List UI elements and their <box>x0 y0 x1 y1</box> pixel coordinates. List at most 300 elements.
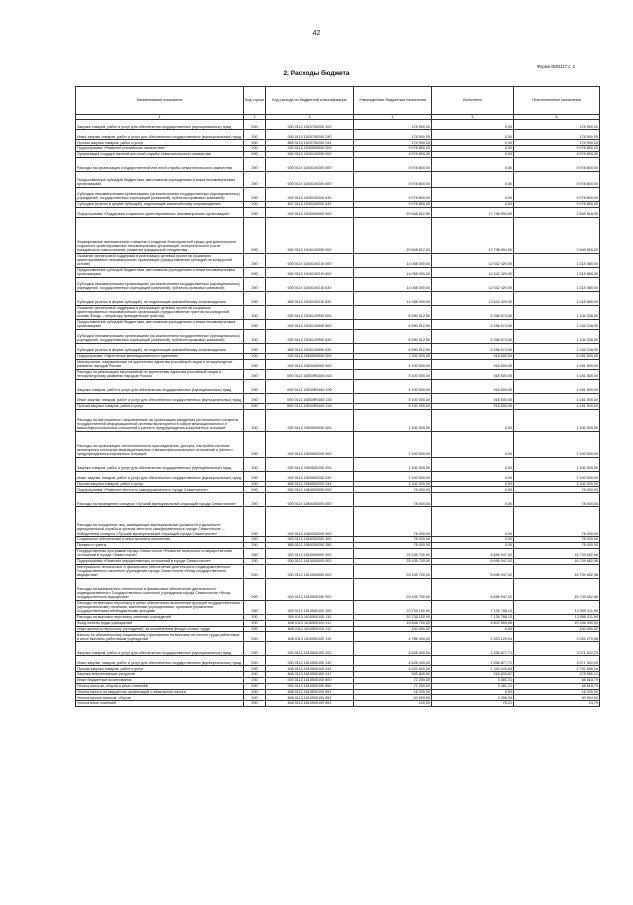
row-line-code: 200 <box>244 409 266 431</box>
table-row <box>76 267 600 277</box>
row-budget-code: 000 0113 1560300200 300 <box>266 537 354 543</box>
row-line-code: 200 <box>244 253 266 267</box>
row-approved: 14 058 000,00 <box>354 277 432 291</box>
row-name: Расходы на организацию технологического присоединения, доступа, настройки системы мониторинга состояния межнациональных и межконфессиональных отношений и раннего предупреждения конфликтных ситуаций <box>76 431 244 457</box>
row-remaining: 2 792 556,16 <box>514 666 600 672</box>
row-line-code: 200 <box>244 305 266 319</box>
table-row <box>76 130 600 140</box>
row-budget-code: 000 0113 1600000000 000 <box>266 548 354 558</box>
column-header: Неисполненные назначения <box>514 87 600 115</box>
row-budget-code: 000 0113 1550500200 240 <box>266 471 354 481</box>
row-remaining: 4 181 500,00 <box>514 369 600 379</box>
row-name: Прочая закупка товаров, работ и услуг <box>76 666 244 672</box>
row-approved: 78 000,00 <box>354 542 432 548</box>
row-executed: 7 135 788,10 <box>432 600 514 614</box>
table-row <box>76 319 600 329</box>
table-row <box>76 369 600 379</box>
row-remaining: 1 515 580,00 <box>514 267 600 277</box>
row-name: Формирование экономических стимулов и создание благоприятной среды для деятельности социально ориентированных некоммерческих организаций, поступательного роста гражданского самосознания, развития гражданской инициативы <box>76 217 244 253</box>
row-name: Государственная программа города Севастополя «Развитие земельных и имущественных отношений в городе Севастополе» <box>76 548 244 558</box>
table-row <box>76 379 600 393</box>
row-name: Взносы по обязательному социальному страхованию на выплаты по оплате труда работников и иные выплаты работникам учреждений <box>76 632 244 642</box>
row-line-code: 200 <box>244 353 266 359</box>
row-approved: 2 100 000,00 <box>354 431 432 457</box>
table-row <box>76 277 600 291</box>
row-executed: 5 256 574,50 <box>432 305 514 319</box>
row-budget-code: 000 0113 1610000000 000 <box>266 558 354 564</box>
row-budget-code: 000 0113 1610500100 200 <box>266 642 354 656</box>
row-line-code: 200 <box>244 558 266 564</box>
row-budget-code: 000 0113 1540100210 630 <box>266 277 354 291</box>
row-line-code: 200 <box>244 319 266 329</box>
row-line-code: 200 <box>244 507 266 537</box>
row-remaining: 3 253 270,96 <box>514 632 600 642</box>
row-executed: 0,00 <box>432 171 514 187</box>
row-approved: 78 000,00 <box>354 507 432 537</box>
row-executed: 0,00 <box>432 537 514 543</box>
row-remaining: 2 100 000,00 <box>514 409 600 431</box>
row-remaining: 1 334 338,00 <box>514 343 600 353</box>
row-approved: 178 900,00 <box>354 140 432 146</box>
row-approved: 6 590 912,50 <box>354 319 432 329</box>
row-budget-code: 000 0113 15504R5160 000 <box>266 369 354 379</box>
row-budget-code: 000 0113 1530100200 600 <box>266 171 354 187</box>
row-budget-code: 848 0113 1610500100 244 <box>266 666 354 672</box>
row-budget-code: 848 0113 1610500100 112 <box>266 626 354 632</box>
row-remaining: 78 000,00 <box>514 493 600 507</box>
row-approved: 72 200,00 <box>354 677 432 683</box>
row-line-code: 200 <box>244 620 266 626</box>
row-line-code: 200 <box>244 626 266 632</box>
row-name: Иные закупки товаров, работ и услуг для обеспечения государственных (муниципальных) нужд <box>76 471 244 481</box>
row-remaining: 78 000,00 <box>514 537 600 543</box>
row-budget-code: 000 0113 1520700200 200 <box>266 120 354 130</box>
row-remaining: 4 181 500,00 <box>514 403 600 409</box>
row-budget-code: 000 0113 1560300000 000 <box>266 493 354 507</box>
row-name: Прочая закупка товаров, работ и услуг <box>76 140 244 146</box>
table-row <box>76 217 600 253</box>
row-executed: 3 381,21 <box>432 683 514 689</box>
row-budget-code: 869 0113 1520700200 244 <box>266 140 354 146</box>
row-remaining: 2 849 918,00 <box>514 207 600 217</box>
row-name: Расходы на реализацию мероприятий по укреплению единства российской нации и этнокультурному развитию народов России <box>76 369 244 379</box>
row-executed: 8 696 047,02 <box>432 564 514 578</box>
row-budget-code: 000 0113 1550500000 000 <box>266 409 354 431</box>
row-executed: 1 556 877,71 <box>432 642 514 656</box>
row-budget-code: 000 0113 1610500100 240 <box>266 656 354 666</box>
column-header: Исполнено <box>432 87 514 115</box>
row-budget-code: 847 0113 1530100200 632 <box>266 201 354 207</box>
row-budget-code: 000 0113 1530100000 000 <box>266 151 354 157</box>
row-approved: 6 590 912,50 <box>354 329 432 343</box>
row-executed: 0,00 <box>432 120 514 130</box>
row-name: Уплата налогов, сборов и иных платежей <box>76 683 244 689</box>
row-executed: 3 381,21 <box>432 677 514 683</box>
row-budget-code: 000 0113 1550500200 000 <box>266 431 354 457</box>
row-executed: 0,00 <box>432 542 514 548</box>
row-name: Предоставление субсидий бюджетным, автономным учреждениям и иным некоммерческим организациям <box>76 171 244 187</box>
row-approved: 2 100 000,00 <box>354 457 432 471</box>
row-name: Мероприятия, направленные на укрепление единства российской нации и этнокультурное развитие народов России <box>76 359 244 369</box>
column-number: 5 <box>432 114 514 120</box>
row-name: Закупка энергетических ресурсов <box>76 672 244 678</box>
row-approved: 25 435 700,00 <box>354 548 432 558</box>
row-budget-code: 000 0113 15504R5160 200 <box>266 379 354 393</box>
row-name: Уплата иных платежей <box>76 701 244 707</box>
page-number: 42 <box>312 30 321 37</box>
table-row <box>76 343 600 353</box>
row-remaining: 10 246 040,94 <box>514 620 600 626</box>
row-approved: 6 590 912,50 <box>354 343 432 353</box>
row-remaining: 2 100 000,00 <box>514 481 600 487</box>
table-row <box>76 471 600 481</box>
row-budget-code: 000 0113 1530100200 000 <box>266 157 354 171</box>
column-header: Наименование показателя <box>76 87 244 115</box>
row-executed: 8 696 047,02 <box>432 548 514 558</box>
row-line-code: 200 <box>244 207 266 217</box>
row-remaining: 78 000,00 <box>514 507 600 537</box>
row-approved: 9 078 800,00 <box>354 146 432 152</box>
row-name: Расходы на выплаты персоналу казенных учреждений <box>76 614 244 620</box>
row-budget-code: 000 0113 1540120990 000 <box>266 305 354 319</box>
row-name: Субсидии (гранты в форме субсидий), подлежащие казначейскому сопровождению <box>76 201 244 207</box>
row-line-code: 200 <box>244 120 266 130</box>
row-line-code: 200 <box>244 578 266 600</box>
table-body <box>76 120 600 707</box>
row-remaining: 78 000,00 <box>514 542 600 548</box>
row-executed: 1 533 129,04 <box>432 632 514 642</box>
row-remaining: 1 515 580,00 <box>514 277 600 291</box>
row-budget-code: 848 0113 1610500100 852 <box>266 695 354 701</box>
row-approved: 14 058 000,00 <box>354 267 432 277</box>
row-line-code: 200 <box>244 471 266 481</box>
row-name: Прочая закупка товаров, работ и услуг <box>76 481 244 487</box>
row-line-code: 200 <box>244 130 266 140</box>
row-remaining: 1 515 580,00 <box>514 291 600 305</box>
table-row <box>76 457 600 471</box>
row-line-code: 200 <box>244 689 266 695</box>
row-approved: 4 032 600,00 <box>354 666 432 672</box>
row-name: Субсидии некоммерческим организациям (за исключением государственных (муниципальных) учреждений, государственных корпораций (компаний), публично-правовых компаний) <box>76 277 244 291</box>
row-executed: 918 500,00 <box>432 403 514 409</box>
row-budget-code: 000 0113 1530100200 630 <box>266 187 354 201</box>
row-approved: 78 000,00 <box>354 537 432 543</box>
row-line-code: 200 <box>244 695 266 701</box>
table-row <box>76 393 600 403</box>
row-name: Прочая закупка товаров, работ и услуг <box>76 403 244 409</box>
row-line-code: 200 <box>244 600 266 614</box>
row-approved: 100 000,00 <box>354 626 432 632</box>
row-line-code: 200 <box>244 291 266 305</box>
row-approved: 2 100 000,00 <box>354 471 432 481</box>
row-budget-code: 000 0113 1610500100 800 <box>266 677 354 683</box>
row-approved: 18 200,00 <box>354 689 432 695</box>
row-executed: 316 833,87 <box>432 672 514 678</box>
row-line-code: 200 <box>244 542 266 548</box>
row-name: Расходы на мероприятия, направленные на организацию внедрения регионального сегмента государственной информационной системы мониторинга в сфере межнациональных и межконфессиональных отношений и раннего предупреждения конфликтных ситуаций <box>76 409 244 431</box>
row-executed: 1 240 043,84 <box>432 666 514 672</box>
table-row <box>76 187 600 201</box>
row-approved: 178 900,00 <box>354 120 432 130</box>
row-remaining: 9 078 800,00 <box>514 187 600 201</box>
row-budget-code: 000 0113 1540100000 000 <box>266 217 354 253</box>
row-remaining: 13 599 311,90 <box>514 614 600 620</box>
table-row <box>76 632 600 642</box>
row-approved: 4 628 400,00 <box>354 642 432 656</box>
table-row <box>76 642 600 656</box>
row-approved: 9 078 800,00 <box>354 187 432 201</box>
row-remaining: 18 200,00 <box>514 689 600 695</box>
row-budget-code: 000 0113 1610500100 000 <box>266 578 354 600</box>
row-name: Оказание финансовой поддержки в реализации целевых проектов социально ориентированных некоммерческих организаций (предоставление субсидий на конкурсной основе) <box>76 253 244 267</box>
row-line-code: 200 <box>244 683 266 689</box>
row-budget-code: 000 0113 1540100210 600 <box>266 267 354 277</box>
row-budget-code: 000 0113 1550500200 200 <box>266 457 354 471</box>
table-row <box>76 329 600 343</box>
row-name: Иные выплаты персоналу учреждений, за исключением фонда оплаты труда <box>76 626 244 632</box>
row-budget-code: 000 0113 1540100210 000 <box>266 253 354 267</box>
column-number: 4 <box>354 114 432 120</box>
row-executed: 0,00 <box>432 146 514 152</box>
table-row <box>76 701 600 707</box>
row-line-code: 200 <box>244 151 266 157</box>
row-budget-code: 848 0113 1610500100 247 <box>266 672 354 678</box>
row-remaining: 50 594,00 <box>514 695 600 701</box>
row-executed: 0,00 <box>432 507 514 537</box>
row-name: Подпрограмма «Развитие российского казачества» <box>76 146 244 152</box>
column-number: 1 <box>76 114 244 120</box>
column-number: 6 <box>514 114 600 120</box>
row-budget-code: 865 0113 1540100210 633 <box>266 291 354 305</box>
row-executed: 0,00 <box>432 187 514 201</box>
row-remaining: 2 100 000,00 <box>514 471 600 481</box>
row-name: Материально-техническое и финансовое обеспечение деятельности подведомственного Государственного казенного учреждения города Севастополя «Фонд государственного имущества» <box>76 564 244 578</box>
table-row <box>76 291 600 305</box>
row-line-code: 200 <box>244 487 266 493</box>
row-budget-code: 865 0113 1560300200 350 <box>266 542 354 548</box>
row-line-code: 200 <box>244 277 266 291</box>
row-executed: 0,00 <box>432 487 514 493</box>
row-approved: 595 800,00 <box>354 672 432 678</box>
row-line-code: 200 <box>244 140 266 146</box>
row-executed: 0,00 <box>432 130 514 140</box>
row-name: Закупка товаров, работ и услуг для обеспечения государственных (муниципальных) нужд <box>76 120 244 130</box>
row-approved: 178 900,00 <box>354 130 432 140</box>
row-remaining: 16 739 652,98 <box>514 578 600 600</box>
row-name: Оказание финансовой поддержки в реализации целевых проектов социально ориентированных некоммерческих организаций (предоставление грантов на конкурсной основе Фонду – оператору президентских грантов) <box>76 305 244 319</box>
row-remaining: 78 000,00 <box>514 487 600 493</box>
row-executed: 17 798 994,50 <box>432 217 514 253</box>
row-name: Подпрограмма «Поддержка социально ориентированных некоммерческих организаций» <box>76 207 244 217</box>
row-name: Закупка товаров, работ и услуг для обеспечения государственных (муниципальных) нужд <box>76 457 244 471</box>
row-budget-code: 000 0113 1550000000 000 <box>266 353 354 359</box>
row-line-code: 200 <box>244 403 266 409</box>
row-remaining: 4 181 500,00 <box>514 393 600 403</box>
table-row <box>76 305 600 319</box>
row-remaining: 13 599 311,90 <box>514 600 600 614</box>
row-name: Уплата налога на имущество организаций и земельного налога <box>76 689 244 695</box>
row-approved: 6 590 912,50 <box>354 305 432 319</box>
row-executed: 0,00 <box>432 457 514 471</box>
row-name: Субсидии некоммерческим организациям (за исключением государственных (муниципальных) учреждений, государственных корпораций (компаний), публично-правовых компаний) <box>76 329 244 343</box>
row-approved: 5 100 000,00 <box>354 393 432 403</box>
row-line-code: 200 <box>244 642 266 656</box>
row-line-code: 200 <box>244 548 266 558</box>
row-executed: 12 542 420,00 <box>432 253 514 267</box>
row-name: Иные закупки товаров, работ и услуг для обеспечения государственных (муниципальных) нужд <box>76 393 244 403</box>
column-header: Утвержденные бюджетные назначения <box>354 87 432 115</box>
column-number: 3 <box>266 114 354 120</box>
row-approved: 4 628 400,00 <box>354 656 432 666</box>
row-name: Субсидии некоммерческим организациям (за исключением государственных (муниципальных) учреждений, государственных корпораций (компаний), публично-правовых компаний) <box>76 187 244 201</box>
row-name: Расходы на поощрение лиц, замещающих муниципальные должности и должности муниципальной службы в органах местного самоуправления в городе Севастополе, – победителей конкурса «Лучший муниципальный служащий города Севастополя» <box>76 507 244 537</box>
row-remaining: 68 818,79 <box>514 683 600 689</box>
row-executed: 0,00 <box>432 431 514 457</box>
row-budget-code: 000 0113 1560300200 000 <box>266 507 354 537</box>
row-budget-code: 865 0113 15504R5160 244 <box>266 403 354 409</box>
row-approved: 5 100 000,00 <box>354 369 432 379</box>
row-line-code: 200 <box>244 201 266 207</box>
row-remaining: 2 849 918,00 <box>514 217 600 253</box>
row-remaining: 16 739 652,98 <box>514 558 600 564</box>
table-row <box>76 564 600 578</box>
row-executed: 918 500,00 <box>432 369 514 379</box>
row-executed: 75,21 <box>432 701 514 707</box>
row-approved: 78 000,00 <box>354 487 432 493</box>
row-name: Закупка товаров, работ и услуг для обеспечения государственных (муниципальных) нужд <box>76 642 244 656</box>
row-name: Закупка товаров, работ и услуг для обеспечения государственных (муниципальных) нужд <box>76 379 244 393</box>
row-line-code: 200 <box>244 701 266 707</box>
row-line-code: 200 <box>244 369 266 379</box>
row-remaining: 68 818,79 <box>514 677 600 683</box>
row-name: Фонд оплаты труда учреждений <box>76 620 244 626</box>
row-name: Предоставление субсидий бюджетным, автономным учреждениям и иным некоммерческим организациям <box>76 267 244 277</box>
row-approved: 7 200 000,00 <box>354 353 432 359</box>
row-budget-code: 000 0113 1530000000 000 <box>266 146 354 152</box>
row-remaining: 278 966,13 <box>514 672 600 678</box>
row-executed: 12 542 420,00 <box>432 277 514 291</box>
row-approved: 5 100 000,00 <box>354 403 432 409</box>
form-code: Форма 0503117 с. 2 <box>536 64 575 69</box>
column-header: Код строки <box>244 87 266 115</box>
table-row <box>76 548 600 558</box>
row-name: Организация государственной или иной службы севастопольского казачества <box>76 151 244 157</box>
row-budget-code: 000 0113 1560000000 000 <box>266 487 354 493</box>
row-budget-code: 000 0113 1540000000 000 <box>266 207 354 217</box>
row-executed: 12 542 420,00 <box>432 291 514 305</box>
row-budget-code: 865 0113 1540120990 633 <box>266 343 354 353</box>
row-budget-code: 000 0113 1610500100 100 <box>266 600 354 614</box>
table-row <box>76 171 600 187</box>
row-approved: 9 078 800,00 <box>354 171 432 187</box>
row-remaining: 24,79 <box>514 701 600 707</box>
row-line-code: 200 <box>244 632 266 642</box>
table-row <box>76 493 600 507</box>
row-name: Уплата прочих налогов, сборов <box>76 695 244 701</box>
row-remaining: 9 078 800,00 <box>514 157 600 171</box>
row-executed: 918 500,00 <box>432 359 514 369</box>
row-executed: 0,00 <box>432 689 514 695</box>
table-row <box>76 157 600 171</box>
row-line-code: 200 <box>244 677 266 683</box>
row-line-code: 200 <box>244 393 266 403</box>
table-row <box>76 656 600 666</box>
row-approved: 2 100 000,00 <box>354 481 432 487</box>
row-executed: 5 256 574,50 <box>432 343 514 353</box>
row-name: Расходы на материально-техническое и финансовое обеспечение деятельности подведомственного Государственного казенного учреждения города Севастополя «Фонд государственного имущества» <box>76 578 244 600</box>
row-name: Субсидии (гранты в форме субсидий), не подлежащие казначейскому сопровождению <box>76 343 244 353</box>
row-remaining: 16 739 652,98 <box>514 564 600 578</box>
row-executed: 0,00 <box>432 151 514 157</box>
row-line-code: 200 <box>244 493 266 507</box>
row-line-code: 200 <box>244 343 266 353</box>
row-executed: 0,00 <box>432 481 514 487</box>
row-executed: 17 798 994,50 <box>432 207 514 217</box>
row-name: Расходы на организацию государственной или иной службы севастопольского казачества <box>76 157 244 171</box>
row-line-code: 200 <box>244 359 266 369</box>
row-executed: 0,00 <box>432 626 514 632</box>
row-budget-code: 848 0113 1610500100 119 <box>266 632 354 642</box>
row-name: Социальное обеспечение и иные выплаты населению <box>76 537 244 543</box>
row-line-code: 200 <box>244 537 266 543</box>
row-remaining: 1 334 338,00 <box>514 319 600 329</box>
row-remaining: 3 071 522,29 <box>514 656 600 666</box>
row-approved: 15 848 700,00 <box>354 620 432 626</box>
row-executed: 0,00 <box>432 493 514 507</box>
row-name: Подпрограмма «Укрепление межнационального единства» <box>76 353 244 359</box>
row-executed: 918 500,00 <box>432 353 514 359</box>
row-remaining: 178 900,00 <box>514 140 600 146</box>
row-approved: 78 000,00 <box>354 493 432 507</box>
row-approved: 53 900,00 <box>354 695 432 701</box>
row-name: Расходы на проведение конкурса «Лучший муниципальный служащий города Севастополя» <box>76 493 244 507</box>
row-executed: 0,00 <box>432 201 514 207</box>
row-remaining: 3 071 522,29 <box>514 642 600 656</box>
row-budget-code: 848 0113 1610500100 111 <box>266 620 354 626</box>
row-remaining: 4 181 500,00 <box>514 379 600 393</box>
row-remaining: 16 739 652,98 <box>514 548 600 558</box>
row-approved: 9 078 800,00 <box>354 201 432 207</box>
table-row <box>76 120 600 130</box>
row-name: Субсидии (гранты в форме субсидий), не подлежащие казначейскому сопровождению <box>76 291 244 305</box>
row-approved: 2 100 000,00 <box>354 409 432 431</box>
row-approved: 20 735 100,00 <box>354 600 432 614</box>
row-line-code: 200 <box>244 564 266 578</box>
row-executed: 0,00 <box>432 409 514 431</box>
row-line-code: 200 <box>244 157 266 171</box>
row-executed: 0,00 <box>432 140 514 146</box>
row-approved: 25 435 700,00 <box>354 564 432 578</box>
row-line-code: 200 <box>244 217 266 253</box>
row-remaining: 4 181 500,00 <box>514 359 600 369</box>
row-line-code: 200 <box>244 379 266 393</box>
row-remaining: 1 334 338,00 <box>514 305 600 319</box>
row-budget-code: 000 0113 1520700200 240 <box>266 130 354 140</box>
row-approved: 4 786 400,00 <box>354 632 432 642</box>
row-line-code: 200 <box>244 656 266 666</box>
row-executed: 1 556 877,71 <box>432 656 514 666</box>
row-name: Предоставление субсидий бюджетным, автономным учреждениям и иным некоммерческим организациям <box>76 319 244 329</box>
table-row <box>76 600 600 614</box>
row-remaining: 9 078 800,00 <box>514 201 600 207</box>
table-row <box>76 507 600 537</box>
row-budget-code: 000 0113 1540120990 630 <box>266 329 354 343</box>
row-remaining: 6 281 500,00 <box>514 353 600 359</box>
table-row <box>76 359 600 369</box>
row-line-code: 200 <box>244 267 266 277</box>
row-line-code: 200 <box>244 329 266 343</box>
row-budget-code: 000 0113 1550400000 000 <box>266 359 354 369</box>
